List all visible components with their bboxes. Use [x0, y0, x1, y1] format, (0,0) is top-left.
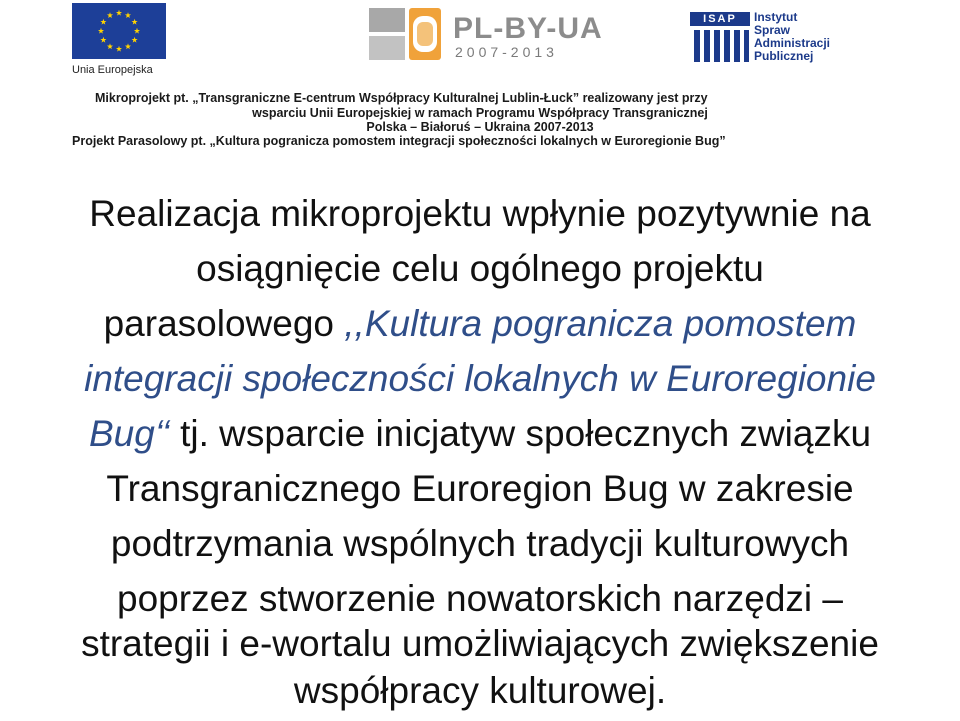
project-info-line-1: Mikroprojekt pt. „Transgraniczne E-centrum Współpracy Kulturalnej Lublin-Łuck” realizowany jest przy	[95, 91, 708, 105]
main-text-line-4	[0, 351, 960, 406]
isap-name	[754, 11, 860, 63]
main-text-line-5-plain: tj. wsparcie inicjatyw społecznych związku	[169, 413, 872, 454]
main-text-line-8: poprzez stworzenie nowatorskich narzędzi –	[117, 578, 843, 619]
project-title-part-3: Bug‘‘	[88, 413, 170, 454]
eu-star-icon	[100, 37, 106, 43]
pl-by-ua-years: 2007-2013	[455, 44, 558, 60]
eu-star-icon	[134, 28, 140, 34]
eu-caption: Unia Europejska	[72, 64, 153, 76]
main-text-line-3-plain: parasolowego	[103, 303, 345, 344]
pl-by-ua-logo	[369, 6, 603, 62]
eu-star-icon	[132, 37, 138, 43]
main-text-line-5	[0, 406, 960, 461]
eu-star-icon	[107, 12, 113, 18]
eu-star-icon	[132, 19, 138, 25]
eu-star-icon	[116, 10, 122, 16]
eu-star-icon	[116, 46, 122, 52]
main-text-line-1: Realizacja mikroprojektu wpłynie pozytywnie na	[89, 193, 871, 234]
isap-logo	[690, 12, 860, 66]
main-text-line-3	[0, 296, 960, 351]
pl-by-ua-title: PL-BY-UA	[453, 12, 603, 45]
eu-star-icon	[107, 43, 113, 49]
eu-star-icon	[98, 28, 104, 34]
eu-star-icon	[100, 19, 106, 25]
pl-by-ua-mark-icon	[369, 6, 443, 62]
main-text-line-9: strategii i e-wortalu umożliwiających zwiększenie	[81, 623, 879, 664]
project-title-part-1: ,,Kultura pogranicza pomostem	[344, 303, 857, 344]
eu-star-icon	[125, 43, 131, 49]
isap-line-4: Publicznej	[754, 49, 814, 63]
isap-line-1: Instytut	[754, 10, 798, 24]
eu-logo	[72, 3, 166, 77]
isap-badge: ISAP	[703, 13, 737, 25]
project-info-line-4: Projekt Parasolowy pt. „Kultura pogranicza pomostem integracji społeczności lokalnych w Euroregionie Bug”	[72, 134, 726, 148]
project-info-line-3: Polska – Białoruś – Ukraina 2007-2013	[366, 120, 594, 134]
project-title-part-2: integracji społeczności lokalnych w Euroregionie	[84, 358, 876, 399]
eu-star-icon	[125, 12, 131, 18]
isap-line-3: Administracji	[754, 36, 831, 50]
eu-flag-icon	[72, 3, 166, 59]
main-text-line-2: osiągnięcie celu ogólnego projektu	[196, 248, 764, 289]
project-info-line-2: wsparciu Unii Europejskiej w ramach Programu Współpracy Transgranicznej	[252, 106, 708, 120]
main-text-line-7: podtrzymania wspólnych tradycji kulturowych	[110, 523, 850, 564]
main-text-line-10: współpracy kulturowej.	[293, 670, 667, 711]
main-text-line-6: Transgranicznego Euroregion Bug w zakresie	[106, 468, 854, 509]
isap-line-2: Spraw	[754, 23, 791, 37]
